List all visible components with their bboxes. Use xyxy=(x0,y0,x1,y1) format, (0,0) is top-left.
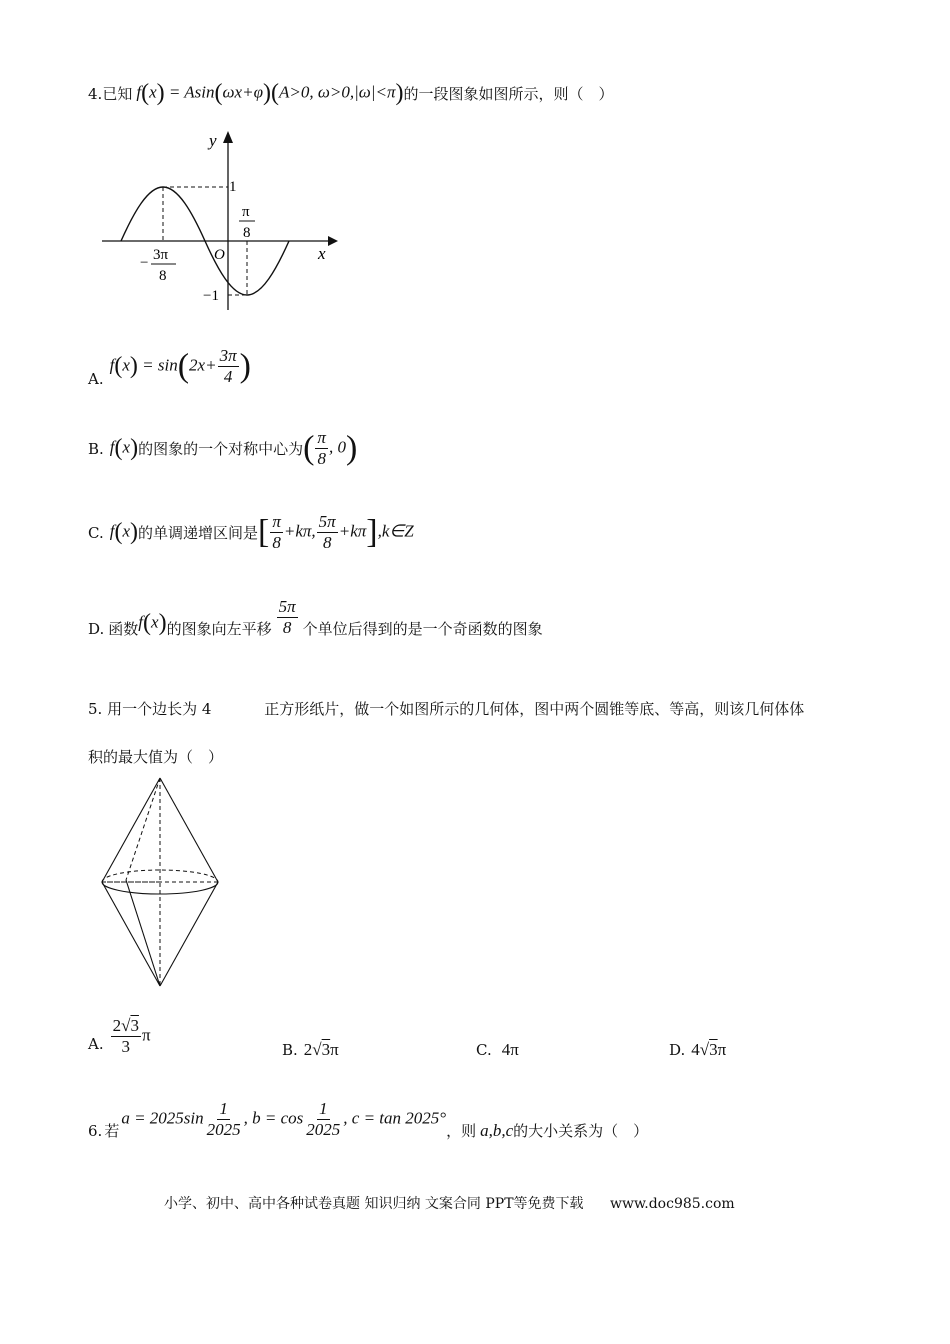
q4-option-d-shift: $\frac{5\pi}{8}$ xyxy=(278,597,296,637)
neg-tick-sign: − xyxy=(140,255,149,271)
q5-option-b: B. 2√3π xyxy=(282,1040,339,1059)
q4-option-c-fx: f(x) xyxy=(109,519,138,545)
q4-sine-graph xyxy=(96,125,346,320)
q5-option-c-value: 4π xyxy=(501,1040,519,1059)
q5-stem-line2: 积的最大值为（ ） xyxy=(88,748,224,766)
pos-tick-denominator: 8 xyxy=(243,225,251,241)
footer-link[interactable]: www.doc985.com xyxy=(609,1196,735,1212)
cone-edge xyxy=(160,778,218,882)
neg-tick-numerator: 3π xyxy=(153,247,169,263)
q5-option-b-value: 2√3π xyxy=(303,1040,339,1059)
q4-option-b-point: ( $\frac{\pi}{8}$ , 0) xyxy=(303,428,358,468)
q4-function-expr: f(x) = Asin(ωx+φ)(A>0, ω>0,|ω|<π) xyxy=(136,80,404,106)
q5-option-a-value: $\frac{2√3}{3}$ π xyxy=(112,1016,151,1056)
q5-option-a: A. $\frac{2√3}{3}$ π xyxy=(88,1016,151,1056)
q4-option-d-fx: f(x) xyxy=(138,610,167,636)
q4-option-c: C. f(x) 的单调递增区间是 [ $\frac{\pi}{8}$ +kπ, $\frac{5\pi}{8}$ +kπ],k∈Z xyxy=(88,512,414,552)
footer xyxy=(164,1193,735,1213)
footer-text: 小学、初中、高中各种试卷真题 知识归纳 文案合同 PPT等免费下载 xyxy=(164,1196,584,1212)
cone-edge xyxy=(102,882,160,986)
q5-option-d: D. 4√3π xyxy=(669,1040,727,1059)
q5-stem-line1: 5. 用一个边长为 4 正方形纸片，做一个如图所示的几何体，图中两个圆锥等底、等高，则该几何体体 xyxy=(88,700,805,718)
cone-edge xyxy=(160,882,218,986)
x-axis-arrow-icon xyxy=(328,236,338,246)
neg-tick-denominator: 8 xyxy=(159,268,167,284)
q4-option-b: B. f(x) 的图象的一个对称中心为 ( $\frac{\pi}{8}$ , 0) xyxy=(88,428,358,468)
q4-option-b-fx: f(x) xyxy=(109,435,139,461)
q4-option-c-interval: [ $\frac{\pi}{8}$ +kπ, $\frac{5\pi}{8}$ +kπ],k∈Z xyxy=(258,512,414,552)
q4-stem: 4. 已知 f(x) = Asin(ωx+φ)(A>0, ω>0,|ω|<π) 的一段图象如图所示，则（ ） xyxy=(88,80,614,106)
origin-label: O xyxy=(214,247,225,263)
y-axis-label: y xyxy=(209,131,217,150)
y-max-label: 1 xyxy=(229,179,237,195)
generator-solid xyxy=(126,880,160,986)
q4-option-a-expr: f(x) = sin(2x+ $\frac{3\pi}{4}$ ) xyxy=(109,345,251,386)
q5-option-c: C. 4π xyxy=(476,1040,519,1059)
q6-stem: 6. 若 a = 2025sin $\frac{1}{2025}$ , b = cos $\frac{1}{2025}$ , c = tan 2025° ，则 a,b,c 的大小关系为（ ） xyxy=(88,1099,649,1140)
q6-expression: a = 2025sin $\frac{1}{2025}$ , b = cos $\frac{1}{2025}$ , c = tan 2025° xyxy=(121,1099,447,1139)
q4-option-d: D. 函数 f(x) 的图象向左平移 $\frac{5\pi}{8}$ 个单位后得到的是一个奇函数的图象 xyxy=(88,597,543,638)
x-axis-label: x xyxy=(318,244,326,263)
q6-variables: a,b,c xyxy=(480,1120,514,1140)
pos-tick-numerator: π xyxy=(242,204,250,220)
y-axis-arrow-icon xyxy=(223,131,233,143)
q4-option-a: A. f(x) = sin(2x+ $\frac{3\pi}{4}$ ) xyxy=(88,345,251,388)
q5-option-d-value: 4√3π xyxy=(691,1040,727,1059)
q5-double-cone-figure xyxy=(96,772,226,992)
y-min-label: −1 xyxy=(203,288,219,304)
